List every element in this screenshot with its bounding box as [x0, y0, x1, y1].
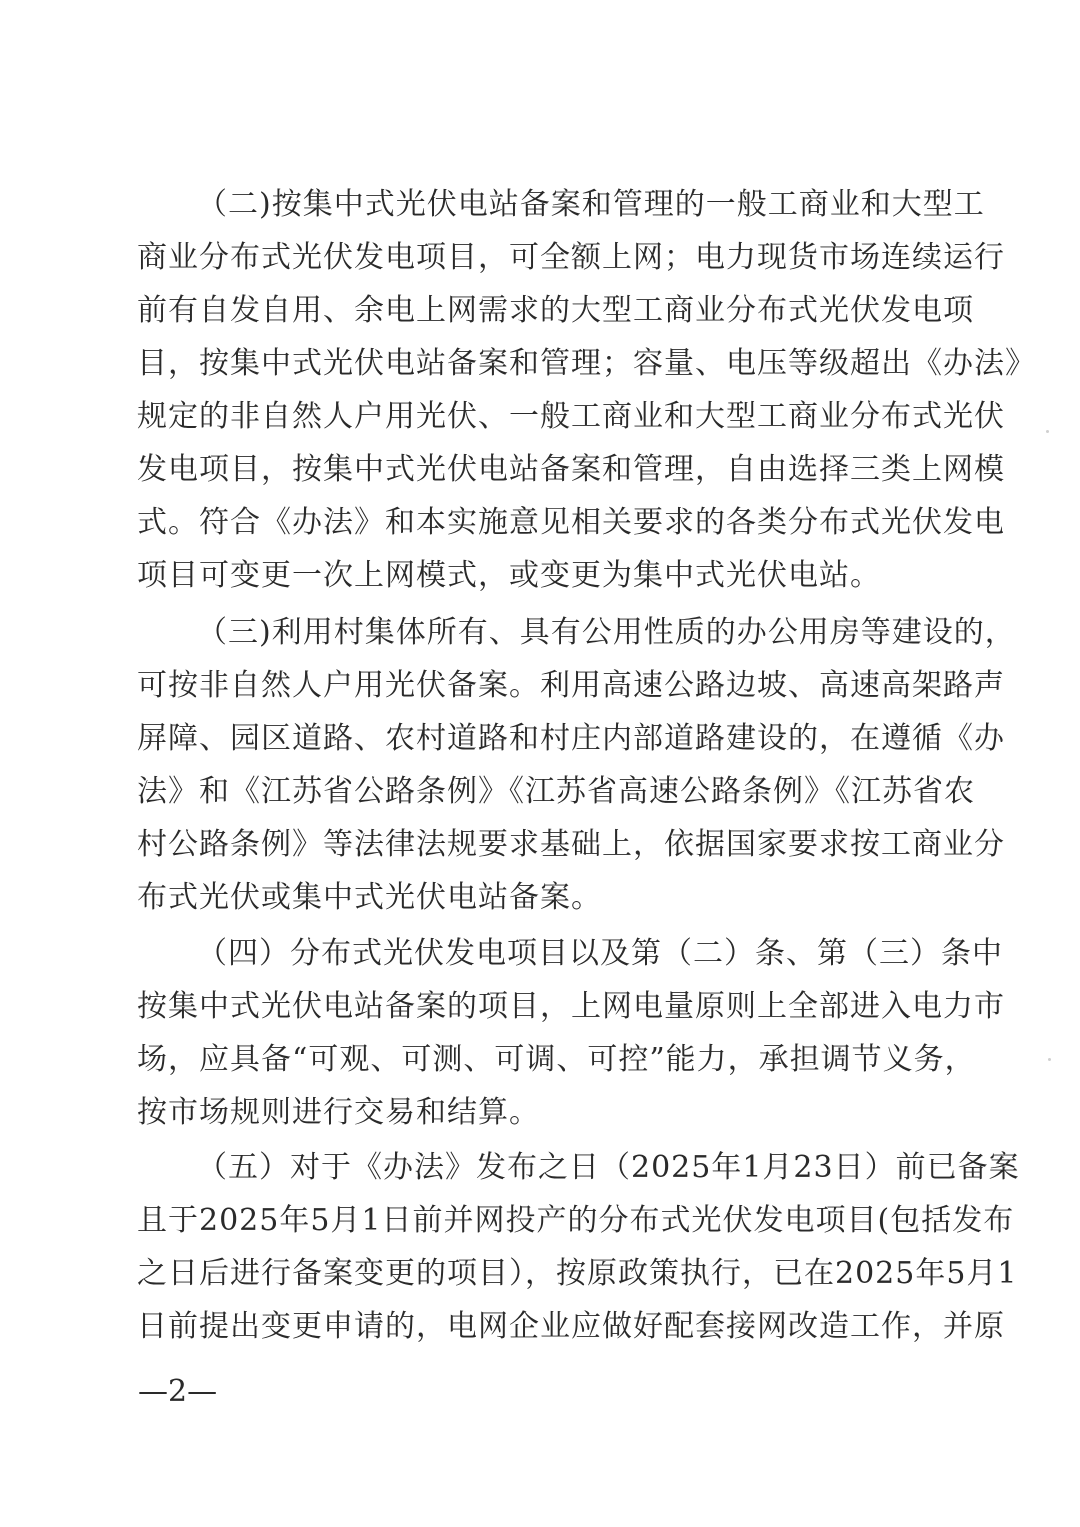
- paragraph-line: 可按非自然人户用光伏备案。利用高速公路边坡、高速高架路声: [137, 668, 1005, 703]
- paragraph-line: 按集中式光伏电站备案的项目，上网电量原则上全部进入电力市: [137, 989, 1005, 1024]
- scan-speck: [1048, 1058, 1051, 1061]
- paragraph-line: 式。符合《办法》和本实施意见相关要求的各类分布式光伏发电: [137, 505, 1005, 540]
- paragraph-line: 场，应具备“可观、可测、可调、可控”能力，承担调节义务，: [137, 1042, 976, 1077]
- paragraph-line: 且于2025年5月1日前并网投产的分布式光伏发电项目(包括发布: [137, 1203, 1015, 1238]
- paragraph-line: 前有自发自用、余电上网需求的大型工商业分布式光伏发电项: [137, 293, 974, 328]
- paragraph-line: （二)按集中式光伏电站备案和管理的一般工商业和大型工: [197, 187, 985, 222]
- paragraph-line: 日前提出变更申请的，电网企业应做好配套接网改造工作，并原: [137, 1309, 1005, 1344]
- scan-speck: [1046, 430, 1049, 433]
- paragraph-line: 屏障、园区道路、农村道路和村庄内部道路建设的，在遵循《办: [137, 721, 1005, 756]
- paragraph-line: 目，按集中式光伏电站备案和管理；容量、电压等级超出《办法》: [137, 346, 1036, 381]
- paragraph-line: 规定的非自然人户用光伏、一般工商业和大型工商业分布式光伏: [137, 399, 1005, 434]
- paragraph-line: 按市场规则进行交易和结算。: [137, 1095, 540, 1130]
- paragraph-line: 布式光伏或集中式光伏电站备案。: [137, 880, 602, 915]
- paragraph-line: 商业分布式光伏发电项目，可全额上网；电力现货市场连续运行: [137, 240, 1005, 275]
- paragraph-line: 项目可变更一次上网模式，或变更为集中式光伏电站。: [137, 558, 881, 593]
- paragraph-line: 法》和《江苏省公路条例》《江苏省高速公路条例》《江苏省农: [137, 774, 975, 809]
- paragraph-line: 之日后进行备案变更的项目），按原政策执行，已在2025年5月1: [137, 1256, 1018, 1291]
- paragraph-line: （五）对于《办法》发布之日（2025年1月23日）前已备案: [197, 1150, 1020, 1185]
- paragraph-line: 发电项目，按集中式光伏电站备案和管理，自由选择三类上网模: [137, 452, 1005, 487]
- paragraph-line: 村公路条例》等法律法规要求基础上，依据国家要求按工商业分: [137, 827, 1005, 862]
- paragraph-line: （四）分布式光伏发电项目以及第（二）条、第（三）条中: [197, 936, 1003, 971]
- page-number: —2—: [138, 1374, 218, 1409]
- paragraph-line: （三)利用村集体所有、具有公用性质的办公用房等建设的，: [197, 615, 1016, 650]
